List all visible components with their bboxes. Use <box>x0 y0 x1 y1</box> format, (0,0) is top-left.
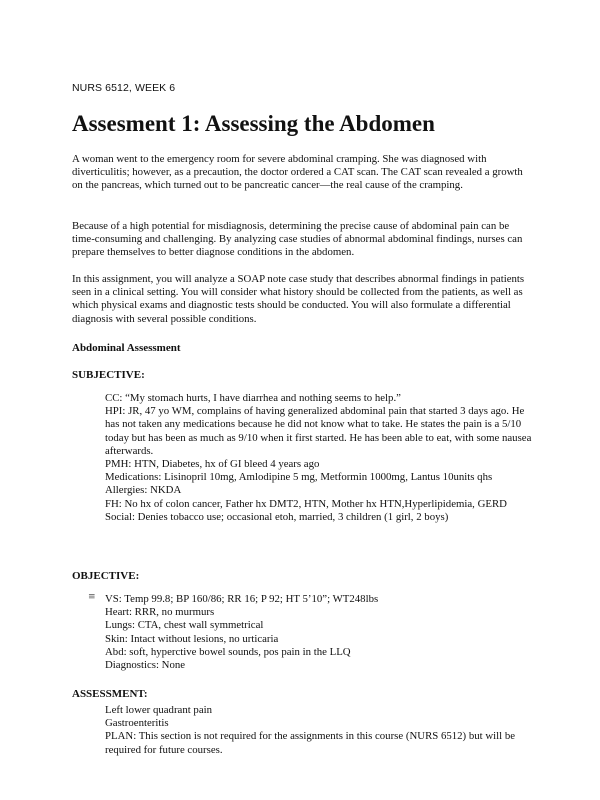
assessment-block <box>105 704 533 757</box>
subjective-line: CC: “My stomach hurts, I have diarrhea and nothing seems to help.” <box>105 392 401 404</box>
assessment-heading: ASSESSMENT: <box>72 688 148 700</box>
objective-line: VS: Temp 99.8; BP 160/86; RR 16; P 92; HT 5’10”; WT248lbs <box>105 593 379 605</box>
course-header: NURS 6512, WEEK 6 <box>72 82 176 94</box>
subjective-line: HPI: JR, 47 yo WM, complains of having generalized abdominal pain that started 3 days ago. He has not taken any medications because he did not know what to take. He states the pain is a 5/10 today but has been as much as 9/10 when it first started. He has been able to eat, with some nausea afterwards. <box>105 405 532 457</box>
objective-line: Skin: Intact without lesions, no urticaria <box>105 632 279 645</box>
assessment-line: Left lower quadrant pain <box>105 704 213 716</box>
subjective-heading: SUBJECTIVE: <box>72 369 145 381</box>
objective-block <box>105 593 533 672</box>
assessment-line: PLAN: This section is not required for the assignments in this course (NURS 6512) but will be required for future courses. <box>105 730 516 756</box>
subjective-line: PMH: HTN, Diabetes, hx of GI bleed 4 years ago <box>105 458 320 471</box>
intro-paragraph-3 <box>72 273 532 326</box>
intro-paragraph-1 <box>72 153 532 193</box>
assessment-line: Gastroenteritis <box>105 717 169 730</box>
intro-text: Because of a high potential for misdiagnosis, determining the precise cause of abdominal pain can be time-consuming and challenging. By analyzing case studies of abnormal abdominal findings, nurses can prepare themselves to better diagnose conditions in the abdomen. <box>72 220 523 259</box>
subjective-line: Medications: Lisinopril 10mg, Amlodipine 5 mg, Metformin 1000mg, Lantus 10units qhs <box>105 471 493 484</box>
page-title: Assesment 1: Assessing the Abdomen <box>72 111 435 136</box>
subjective-line: Social: Denies tobacco use; occasional etoh, married, 3 children (1 girl, 2 boys) <box>105 510 449 523</box>
objective-line: Lungs: CTA, chest wall symmetrical <box>105 619 264 632</box>
subjective-line: Allergies: NKDA <box>105 484 182 497</box>
intro-text: In this assignment, you will analyze a SOAP note case study that describes abnormal findings in patients seen in a clinical setting. You will consider what history should be collected from the patients, as well as which physical exams and diagnostic tests should be conducted. You will also formulate a differential diagnosis with several possible conditions. <box>72 273 525 325</box>
subjective-block <box>105 392 533 524</box>
subjective-line: FH: No hx of colon cancer, Father hx DMT2, HTN, Mother hx HTN,Hyperlipidemia, GERD <box>105 497 507 510</box>
objective-heading: OBJECTIVE: <box>72 570 140 582</box>
objective-line: Diagnostics: None <box>105 659 186 672</box>
objective-line: Abd: soft, hyperctive bowel sounds, pos pain in the LLQ <box>105 645 351 658</box>
section-title: Abdominal Assessment <box>72 342 181 354</box>
intro-paragraph-2 <box>72 220 532 260</box>
intro-text: A woman went to the emergency room for severe abdominal cramping. She was diagnosed with diverticulitis; however, as a precaution, the doctor ordered a CAT scan. The CAT scan revealed a growth on the pancreas, which turned out to be pancreatic cancer—the real cause of the cramping. <box>72 153 523 192</box>
objective-line: Heart: RRR, no murmurs <box>105 606 215 619</box>
list-bullet-icon: ≡ <box>88 592 96 602</box>
